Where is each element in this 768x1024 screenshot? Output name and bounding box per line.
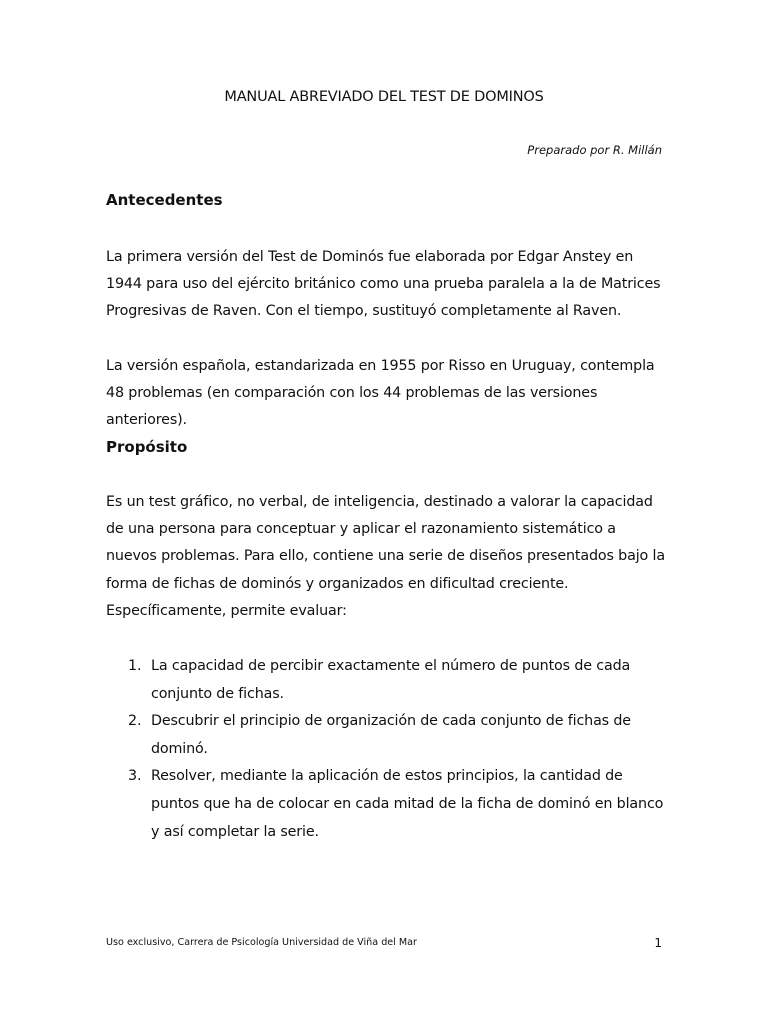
document-title: MANUAL ABREVIADO DEL TEST DE DOMINOS <box>224 89 544 105</box>
list-item-text: La capacidad de percibir exactamente el número de puntos de cada conjunto de fichas. <box>151 658 631 702</box>
page-footer: Uso exclusivo, Carrera de Psicología Universidad de Viña del Mar <box>106 937 417 948</box>
document-author: Preparado por R. Millán <box>527 143 662 157</box>
evaluation-list <box>106 653 666 846</box>
list-item <box>106 708 666 763</box>
page-number: 1 <box>654 936 662 950</box>
list-item-number: 3. <box>128 768 142 785</box>
list-item-number: 1. <box>128 658 142 674</box>
list-item <box>106 763 666 846</box>
list-item <box>106 653 666 708</box>
paragraph-proposito-1: Es un test gráfico, no verbal, de inteligencia, destinado a valorar la capacidad de una persona para conceptuar y aplicar el razonamiento sistemático a nuevos problemas. Para ello, contiene una serie de diseños presentados bajo la forma de fichas de dominós y organizados en dificultad creciente. Específicamente, permite evaluar: <box>106 494 665 619</box>
list-item-text: Descubrir el principio de organización de cada conjunto de fichas de dominó. <box>151 713 631 757</box>
paragraph-antecedentes-1: La primera versión del Test de Dominós fue elaborada por Edgar Anstey en 1944 para uso del ejército británico como una prueba paralela a la de Matrices Progresivas de Raven. Con el tiempo, sustituyó completamente al Raven. <box>106 249 661 320</box>
list-item-number: 2. <box>128 713 142 730</box>
list-item-text: Resolver, mediante la aplicación de estos principios, la cantidad de puntos que ha de colocar en cada mitad de la ficha de dominó en blanco y así completar la serie. <box>151 768 664 840</box>
paragraph-antecedentes-2: La versión española, estandarizada en 1955 por Risso en Uruguay, contempla 48 problemas (en comparación con los 44 problemas de las versiones anteriores). <box>106 358 655 429</box>
section-heading-proposito: Propósito <box>106 438 188 456</box>
section-heading-antecedentes: Antecedentes <box>106 191 223 209</box>
